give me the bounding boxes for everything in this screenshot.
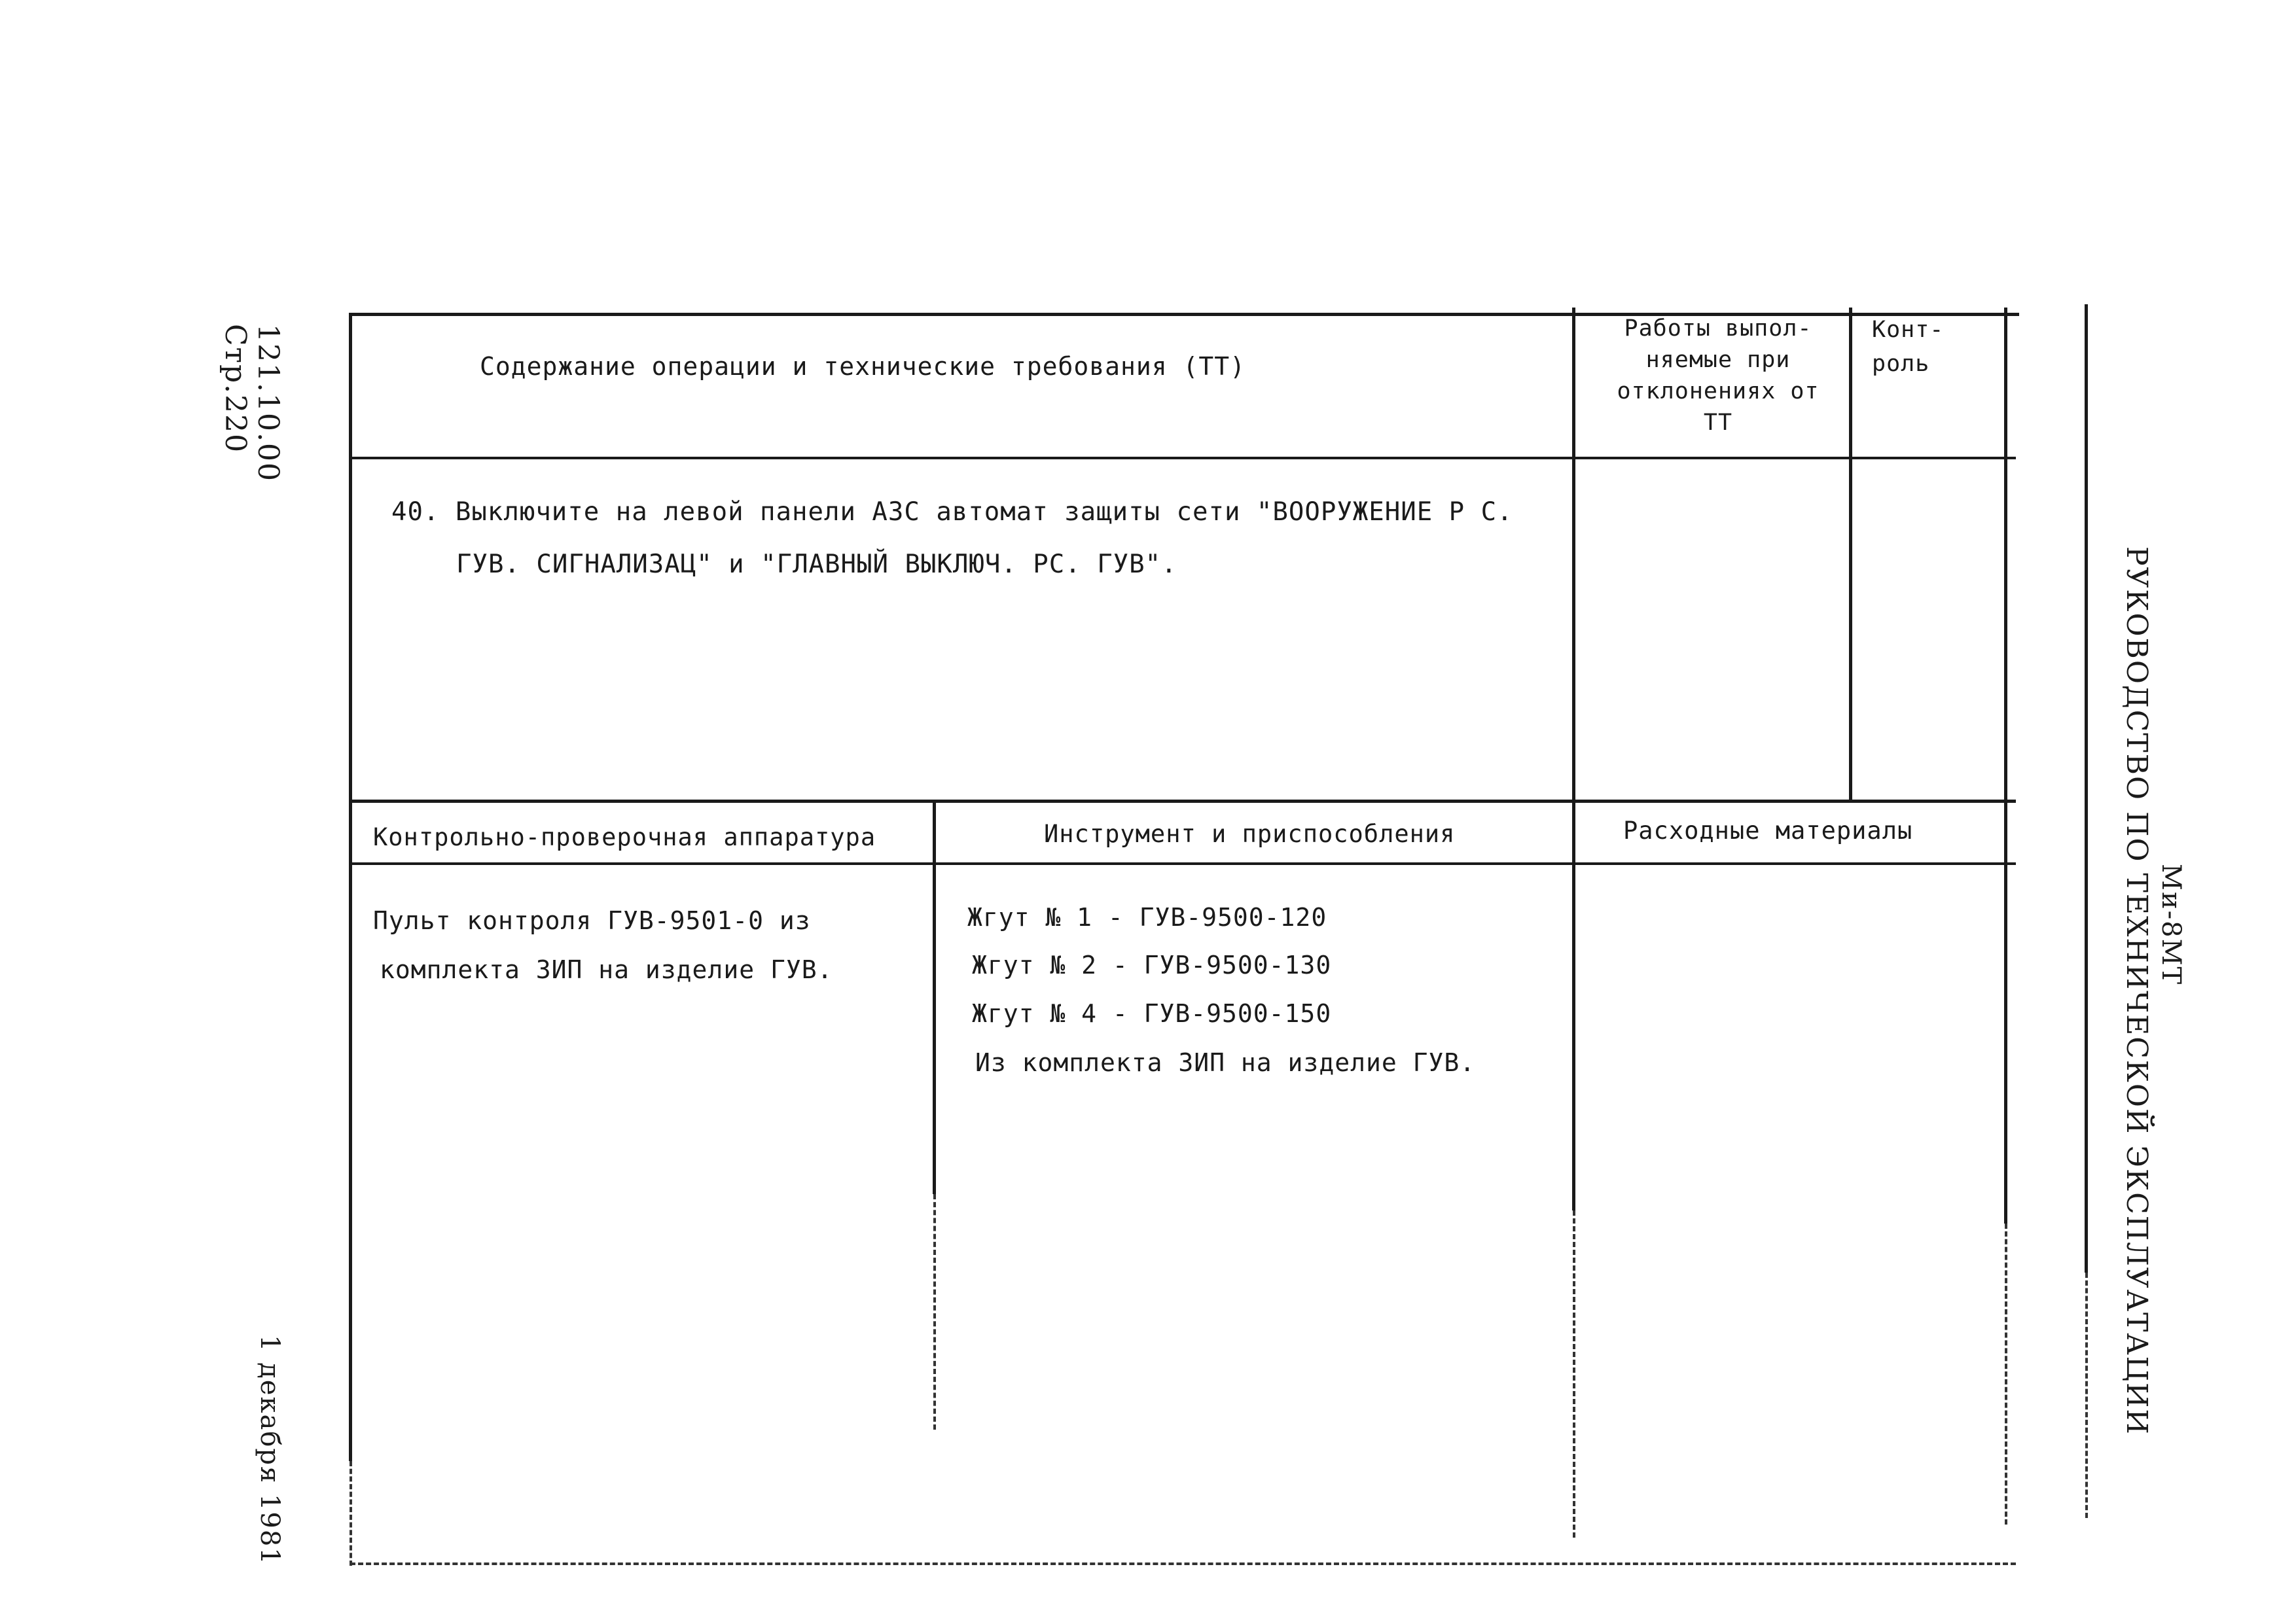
deviation-column-header (1597, 313, 1839, 438)
right-border (2004, 308, 2007, 1224)
deviation-header-line: отклонениях от (1617, 378, 1820, 404)
aircraft-model: Ми-8МТ (2156, 864, 2186, 986)
equipment-column-header: Контрольно-проверочная аппаратура (373, 823, 876, 851)
tools-column-header: Инструмент и приспособления (1044, 820, 1456, 848)
right-margin-rule (2085, 304, 2088, 1273)
deviation-header-line: ТТ (1703, 410, 1733, 436)
deviation-column-divider (1572, 308, 1575, 1210)
materials-column-header: Расходные материалы (1623, 817, 1913, 845)
operation-step-line: ГУВ. СИГНАЛИЗАЦ" и "ГЛАВНЫЙ ВЫКЛЮЧ. РС. ГУВ". (456, 550, 1177, 579)
equipment-line: комплекта ЗИП на изделие ГУВ. (380, 955, 833, 984)
equipment-column-divider (933, 802, 936, 1194)
equipment-column-divider-dashed (933, 1194, 936, 1430)
control-column-divider (1849, 308, 1852, 800)
upper-table-bottom-border (350, 800, 2016, 803)
right-margin-rule-dashed (2085, 1273, 2088, 1518)
lower-header-bottom-rule (350, 862, 2016, 865)
control-header-line: роль (1872, 351, 1930, 377)
equipment-line: Пульт контроля ГУВ-9501-0 из (373, 906, 811, 935)
header-bottom-rule (350, 457, 2016, 459)
tools-line: Жгут № 1 - ГУВ-9500-120 (967, 903, 1327, 932)
operation-step-line: 40. Выключите на левой панели АЗС автомат защиты сети "ВООРУЖЕНИЕ Р С. (391, 497, 1513, 527)
control-header-line: Конт- (1872, 317, 1945, 343)
materials-column-divider-dashed (1573, 1210, 1575, 1538)
tools-line: Жгут № 2 - ГУВ-9500-130 (972, 951, 1332, 980)
document-code: 121.10.00 (251, 324, 285, 482)
deviation-header-line: Работы выпол- (1624, 315, 1812, 342)
right-border-dashed (2005, 1224, 2007, 1525)
deviation-header-line: няемые при (1645, 347, 1791, 373)
tools-line: Из комплекта ЗИП на изделие ГУВ. (975, 1048, 1476, 1077)
page-number: Стр.220 (219, 324, 252, 454)
issue-date: 1 декабря 1981 (255, 1335, 285, 1566)
content-column-header: Содержание операции и технические требования (ТТ) (480, 352, 1246, 381)
upper-table-left-border (349, 313, 352, 1461)
manual-title: РУКОВОДСТВО ПО ТЕХНИЧЕСКОЙ ЭКСПЛУАТАЦИИ (2120, 546, 2153, 1436)
left-border-dashed (350, 1461, 352, 1566)
lower-table-bottom-border (350, 1562, 2016, 1565)
control-column-header (1872, 313, 1944, 381)
tools-line: Жгут № 4 - ГУВ-9500-150 (972, 999, 1332, 1028)
